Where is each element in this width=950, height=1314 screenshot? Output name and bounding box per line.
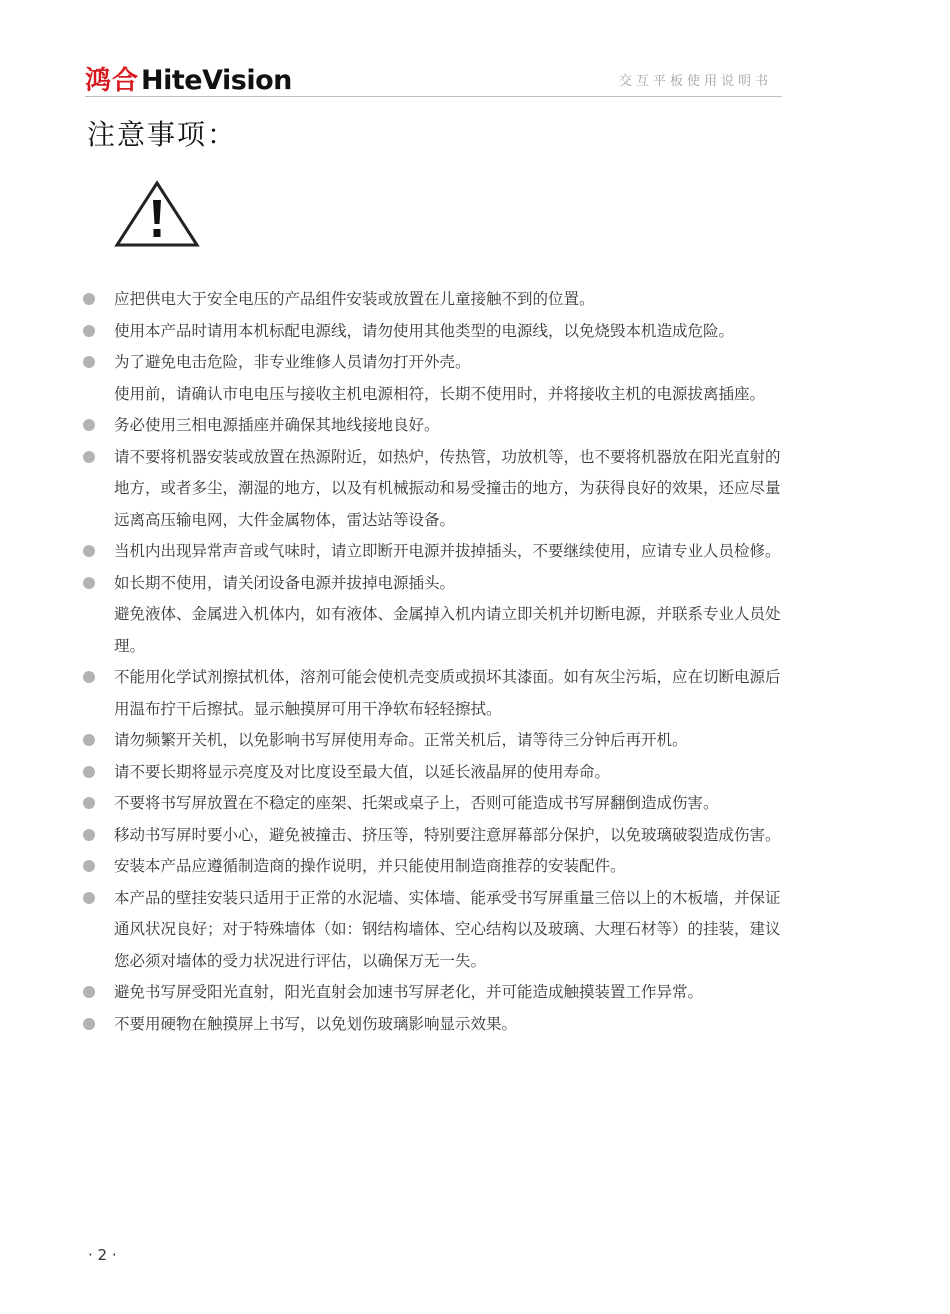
logo-chinese-text: 鸿合 [85,66,140,96]
bullet-icon [83,325,95,337]
list-item [82,662,782,725]
note-text: 本产品的壁挂安装只适用于正常的水泥墙、实体墙、能承受书写屏重量三倍以上的木板墙，并保证通风状况良好；对于特殊墙体（如：钢结构墙体、空心结构以及玻璃、大理石材等）的挂装，建议您必须对墙体的受力状况进行评估，以确保万无一失。 [114,888,781,970]
hitevision-logo [85,60,292,96]
note-text: 不要将书写屏放置在不稳定的座架、托架或桌子上，否则可能造成书写屏翻倒造成伤害。 [114,794,719,812]
note-text: 移动书写屏时要小心，避免被撞击、挤压等，特别要注意屏幕部分保护，以免玻璃破裂造成伤害。 [114,825,781,844]
list-item [82,347,782,410]
precautions-list [82,284,782,1040]
document-title: 交互平板使用说明书 [618,74,772,89]
bullet-icon [83,419,95,431]
page-header [85,58,782,97]
list-item [82,820,782,852]
bullet-icon [83,356,95,368]
note-text: 使用前，请确认市电电压与接收主机电源相符，长期不使用时，并将接收主机的电源拔离插座。 [114,384,766,403]
list-item [82,568,782,663]
note-text: 避免液体、金属进入机体内，如有液体、金属掉入机内请立即关机并切断电源，并联系专业人员处理。 [114,605,781,655]
note-text: 请勿频繁开关机，以免影响书写屏使用寿命。正常关机后，请等待三分钟后再开机。 [114,731,688,749]
note-text: 安装本产品应遵循制造商的操作说明，并只能使用制造商推荐的安装配件。 [114,857,626,875]
note-text: 应把供电大于安全电压的产品组件安装或放置在儿童接触不到的位置。 [114,290,595,308]
note-text: 请不要长期将显示亮度及对比度设至最大值，以延长液晶屏的使用寿命。 [114,762,611,781]
bullet-icon [83,797,95,809]
note-text: 务必使用三相电源插座并确保其地线接地良好。 [114,416,440,434]
bullet-icon [83,293,95,305]
note-text: 避免书写屏受阳光直射，阳光直射会加速书写屏老化，并可能造成触摸装置工作异常。 [114,983,704,1001]
list-item [82,284,782,316]
bullet-icon [83,671,95,683]
list-item [82,883,782,978]
list-item [82,851,782,883]
bullet-icon [83,766,95,778]
bullet-icon [83,577,95,589]
note-text: 如长期不使用，请关闭设备电源并拔掉电源插头。 [114,573,456,592]
bullet-icon [83,986,95,998]
list-item [82,442,782,537]
list-item [82,316,782,348]
page-title: 注意事项： [87,118,238,151]
list-item [82,536,782,568]
page-number: · 2 · [88,1246,117,1264]
bullet-icon [83,860,95,872]
note-text: 使用本产品时请用本机标配电源线，请勿使用其他类型的电源线，以免烧毁本机造成危险。 [114,321,735,340]
note-text: 不能用化学试剂擦拭机体，溶剂可能会使机壳变质或损坏其漆面。如有灰尘污垢，应在切断电源后用温布拧干后擦拭。显示触摸屏可用干净软布轻轻擦拭。 [114,668,781,718]
note-text: 请不要将机器安装或放置在热源附近，如热炉，传热管，功放机等，也不要将机器放在阳光直射的地方，或者多尘，潮湿的地方，以及有机械振动和易受撞击的地方，为获得良好的效果，还应尽量远离高压输电网，大件金属物体，雷达站等设备。 [114,447,781,529]
list-item [82,410,782,442]
bullet-icon [83,1018,95,1030]
warning-triangle-icon [114,180,200,248]
list-item [82,725,782,757]
bullet-icon [83,829,95,841]
list-item [82,788,782,820]
bullet-icon [83,451,95,463]
logo-english-text: HiteVision [141,65,292,96]
note-text: 不要用硬物在触摸屏上书写，以免划伤玻璃影响显示效果。 [114,1014,518,1033]
bullet-icon [83,545,95,557]
list-item [82,977,782,1009]
note-text: 为了避免电击危险，非专业维修人员请勿打开外壳。 [114,353,471,371]
bullet-icon [83,734,95,746]
list-item [82,1009,782,1041]
note-text: 当机内出现异常声音或气味时，请立即断开电源并拔掉插头，不要继续使用，应请专业人员检修。 [114,542,781,560]
list-item [82,757,782,789]
bullet-icon [83,892,95,904]
